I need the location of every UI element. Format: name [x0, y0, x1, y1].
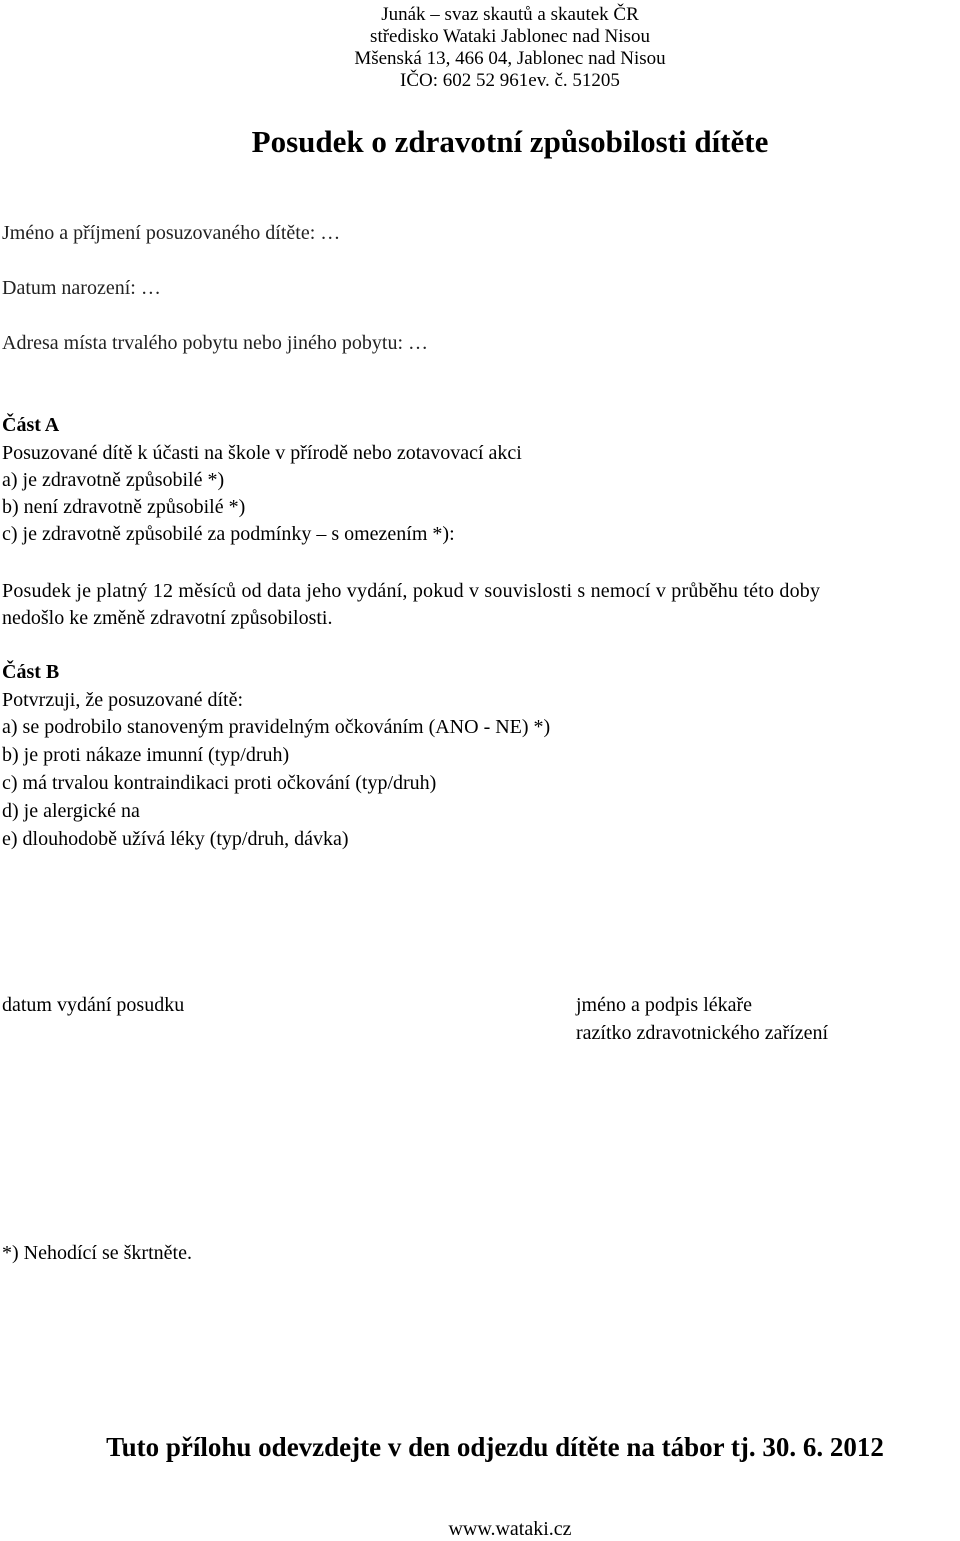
- footnote: *) Nehodící se škrtněte.: [2, 1242, 192, 1264]
- part-b-item-e: e) dlouhodobě užívá léky (typ/druh, dávka): [2, 828, 349, 850]
- part-a-option-c: c) je zdravotně způsobilé za podmínky – s omezením *):: [2, 523, 455, 545]
- part-b-heading: Část B: [2, 661, 60, 683]
- org-branch: středisko Wataki Jablonec nad Nisou: [370, 26, 650, 47]
- birth-date-field: Datum narození: …: [2, 277, 161, 299]
- part-a-heading: Část A: [2, 414, 60, 436]
- website-link[interactable]: www.wataki.cz: [448, 1518, 572, 1540]
- validity-line-2: nedošlo ke změně zdravotní způsobilosti.: [2, 607, 333, 629]
- doctor-signature-label: jméno a podpis lékaře: [576, 994, 753, 1016]
- part-b-item-d: d) je alergické na: [2, 800, 140, 822]
- org-address: Mšenská 13, 466 04, Jablonec nad Nisou: [354, 48, 666, 69]
- child-name-field: Jméno a příjmení posuzovaného dítěte: …: [2, 222, 341, 244]
- page-title: Posudek o zdravotní způsobilosti dítěte: [251, 124, 769, 159]
- org-name: Junák – svaz skautů a skautek ČR: [381, 4, 639, 25]
- part-b-item-b: b) je proti nákaze imunní (typ/druh): [2, 744, 290, 766]
- part-a-intro: Posuzované dítě k účasti na škole v přírodě nebo zotavovací akci: [2, 442, 522, 464]
- issue-date-label: datum vydání posudku: [2, 994, 185, 1016]
- part-a-option-a: a) je zdravotně způsobilé *): [2, 469, 225, 491]
- stamp-label: razítko zdravotnického zařízení: [576, 1022, 829, 1044]
- deadline-notice: Tuto přílohu odevzdejte v den odjezdu dítěte na tábor tj. 30. 6. 2012: [106, 1432, 884, 1462]
- part-b-item-c: c) má trvalou kontraindikaci proti očkování (typ/druh): [2, 772, 437, 794]
- part-b-item-a: a) se podrobilo stanoveným pravidelným očkováním (ANO - NE) *): [2, 716, 551, 738]
- org-ico: IČO: 602 52 961ev. č. 51205: [400, 70, 620, 91]
- part-b-intro: Potvrzuji, že posuzované dítě:: [2, 689, 244, 711]
- address-field: Adresa místa trvalého pobytu nebo jiného pobytu: …: [2, 332, 429, 354]
- validity-line-1: Posudek je platný 12 měsíců od data jeho vydání, pokud v souvislosti s nemocí v průběhu této doby: [2, 580, 821, 602]
- part-a-option-b: b) není zdravotně způsobilé *): [2, 496, 246, 518]
